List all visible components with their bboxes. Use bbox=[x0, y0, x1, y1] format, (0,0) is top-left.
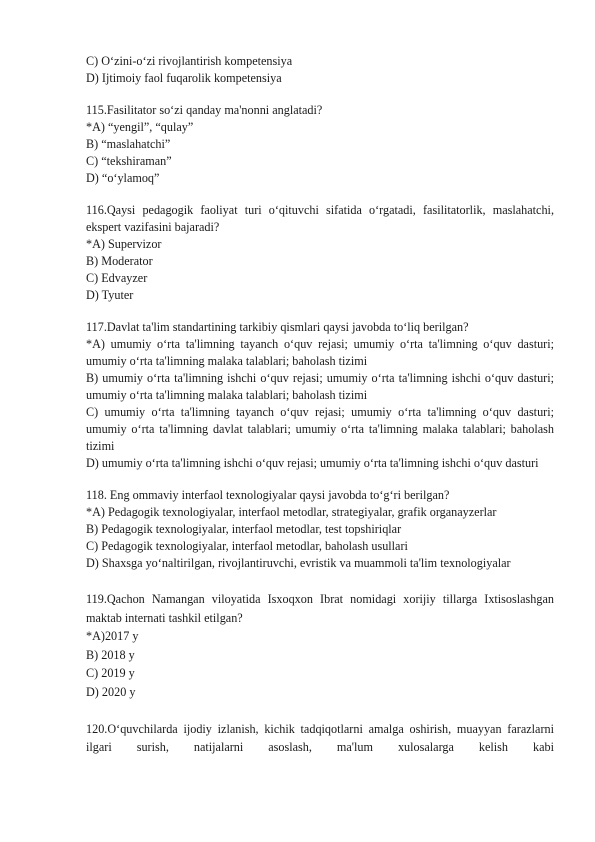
q117-option-c: C) umumiy o‘rta ta'limning tayanch o‘quv rejasi; umumiy o‘rta ta'limning o‘quv dasturi; umumiy o‘rta ta'limning davlat talablari; umumiy o‘rta ta'limning malaka talablari; baholash tizimi bbox=[86, 405, 554, 453]
q115-option-b: B) “maslahatchi” bbox=[86, 137, 171, 151]
q118-question: 118. Eng ommaviy interfaol texnologiyalar qaysi javobda to‘g‘ri berilgan? bbox=[86, 488, 450, 502]
q114-option-c: C) O‘zini-o‘zi rivojlantirish kompetensiya bbox=[86, 54, 293, 68]
q115-option-d: D) “o‘ylamoq” bbox=[86, 171, 160, 185]
q118-option-d: D) Shaxsga yo‘naltirilgan, rivojlantiruvchi, evristik va muammoli ta'lim texnologiyalar bbox=[86, 556, 511, 570]
q117-question: 117.Davlat ta'lim standartining tarkibiy qismlari qaysi javobda to‘liq berilgan? bbox=[86, 320, 469, 334]
q118-option-a: *A) Pedagogik texnologiyalar, interfaol metodlar, strategiyalar, grafik organayzerlar bbox=[86, 505, 497, 519]
q119-option-c: C) 2019 y bbox=[86, 666, 135, 681]
q119-option-a: *A)2017 y bbox=[86, 629, 139, 644]
q116-question: 116.Qaysi pedagogik faoliyat turi o‘qituvchi sifatida o‘rgatadi, fasilitatorlik, maslahatchi, ekspert vazifasini bajaradi? bbox=[86, 203, 554, 234]
q115-option-c: C) “tekshiraman” bbox=[86, 154, 172, 168]
q114-option-d: D) Ijtimoiy faol fuqarolik kompetensiya bbox=[86, 71, 282, 85]
q119-question: 119.Qachon Namangan viloyatida Isxoqxon Ibrat nomidagi xorijiy tillarga Ixtisoslashgan maktab internati tashkil etilgan? bbox=[86, 592, 554, 625]
q119-option-d: D) 2020 y bbox=[86, 684, 136, 699]
q118-option-c: C) Pedagogik texnologiyalar, interfaol metodlar, baholash usullari bbox=[86, 539, 408, 553]
q120-question: 120.O‘quvchilarda ijodiy izlanish, kichik tadqiqotlarni amalga oshirish, muayyan farazlarni ilgari surish, natijalarni asoslash, ma'lum xulosalarga kelish kabi bbox=[86, 721, 554, 755]
q116-option-b: B) Moderator bbox=[86, 254, 153, 268]
q117-option-a: *A) umumiy o‘rta ta'limning tayanch o‘quv rejasi; umumiy o‘rta ta'limning o‘quv dasturi; umumiy o‘rta ta'limning malaka talablari; baholash tizimi bbox=[86, 337, 554, 368]
q116-option-a: *A) Supervizor bbox=[86, 237, 162, 251]
q117-option-b: B) umumiy o‘rta ta'limning ishchi o‘quv rejasi; umumiy o‘rta ta'limning ishchi o‘quv dasturi; umumiy o‘rta ta'limning malaka talablari; baholash tizimi bbox=[86, 371, 554, 402]
document-page bbox=[86, 53, 554, 757]
q116-option-d: D) Tyuter bbox=[86, 288, 134, 302]
q117-option-d: D) umumiy o‘rta ta'limning ishchi o‘quv rejasi; umumiy o‘rta ta'limning ishchi o‘quv dasturi bbox=[86, 456, 539, 470]
q115-question: 115.Fasilitator so‘zi qanday ma'nonni anglatadi? bbox=[86, 103, 323, 117]
q119-option-b: B) 2018 y bbox=[86, 647, 135, 662]
q118-option-b: B) Pedagogik texnologiyalar, interfaol metodlar, test topshiriqlar bbox=[86, 522, 402, 536]
q115-option-a: *A) “yengil”, “qulay” bbox=[86, 120, 194, 134]
q116-option-c: C) Edvayzer bbox=[86, 271, 148, 285]
